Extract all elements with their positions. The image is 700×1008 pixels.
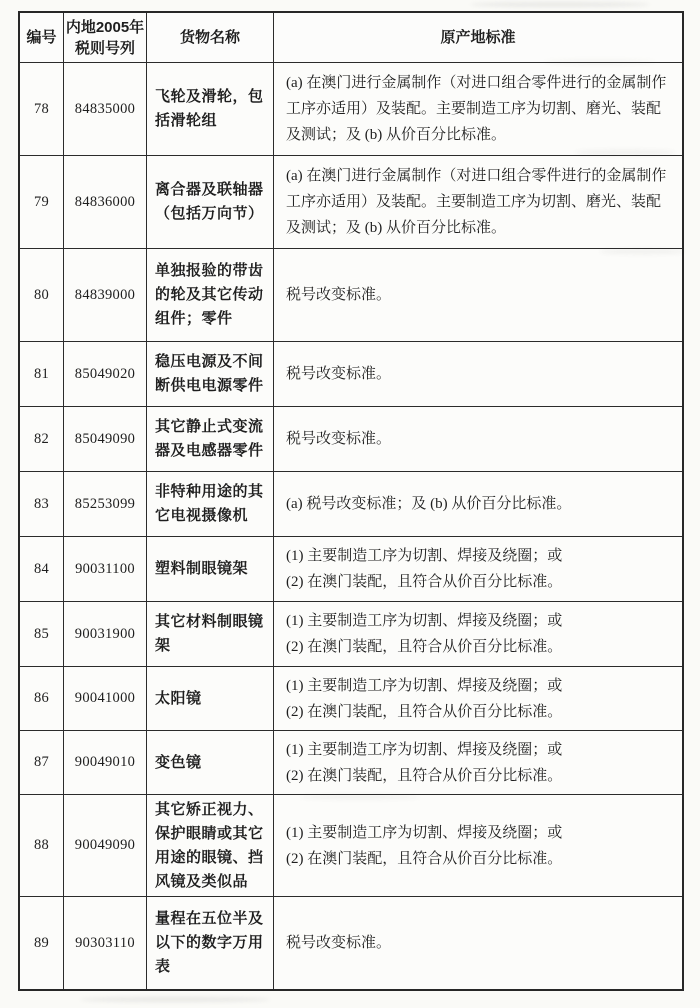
tariff-code: 84839000 [64, 249, 147, 341]
goods-name: 非特种用途的其它电视摄像机 [147, 472, 274, 536]
table-row [20, 472, 682, 537]
goods-name: 变色镜 [147, 731, 274, 794]
goods-name: 塑料制眼镜架 [147, 537, 274, 601]
goods-name: 离合器及联轴器（包括万向节） [147, 156, 274, 248]
tariff-code: 90031100 [64, 537, 147, 601]
row-number: 78 [20, 63, 64, 155]
goods-name: 太阳镜 [147, 667, 274, 730]
table-row [20, 249, 682, 342]
row-number: 79 [20, 156, 64, 248]
origin-standard: 税号改变标准。 [286, 935, 392, 951]
header-tariff-code [64, 13, 147, 62]
row-number: 86 [20, 667, 64, 730]
tariff-code: 84836000 [64, 156, 147, 248]
table-row [20, 156, 682, 249]
tariff-code: 85253099 [64, 472, 147, 536]
origin-criteria-table [18, 11, 684, 991]
row-number: 85 [20, 602, 64, 666]
row-number: 80 [20, 249, 64, 341]
header-number: 编号 [20, 13, 64, 62]
row-number: 87 [20, 731, 64, 794]
tariff-code: 84835000 [64, 63, 147, 155]
row-number: 88 [20, 795, 64, 896]
header-tariff-code-line2: 税则号列 [74, 39, 135, 57]
table-row [20, 63, 682, 156]
origin-standard: (a) 在澳门进行金属制作（对进口组合零件进行的金属制作工序亦适用）及装配。主要制造工序为切割、磨光、装配及测试；及 (b) 从价百分比标准。 [286, 75, 667, 143]
table-row [20, 667, 682, 731]
tariff-code: 90049010 [64, 731, 147, 794]
origin-standard: (a) 在澳门进行金属制作（对进口组合零件进行的金属制作工序亦适用）及装配。主要制造工序为切割、磨光、装配及测试；及 (b) 从价百分比标准。 [286, 168, 667, 236]
table-row [20, 795, 682, 897]
origin-standard: (1) 主要制造工序为切割、焊接及绕圈；或 (2) 在澳门装配，且符合从价百分比标准。 [286, 548, 563, 590]
table-row [20, 731, 682, 795]
goods-name: 其它静止式变流器及电感器零件 [147, 407, 274, 471]
origin-standard: (1) 主要制造工序为切割、焊接及绕圈；或 (2) 在澳门装配，且符合从价百分比标准。 [286, 613, 563, 655]
row-number: 89 [20, 897, 64, 989]
goods-name: 其它材料制眼镜架 [147, 602, 274, 666]
goods-name: 单独报验的带齿的轮及其它传动组件；零件 [147, 249, 274, 341]
header-goods-name: 货物名称 [147, 13, 274, 62]
origin-standard: 税号改变标准。 [286, 287, 392, 303]
goods-name: 飞轮及滑轮，包括滑轮组 [147, 63, 274, 155]
goods-name: 其它矫正视力、保护眼睛或其它用途的眼镜、挡风镜及类似品 [147, 795, 274, 896]
table-row [20, 342, 682, 407]
row-number: 84 [20, 537, 64, 601]
origin-standard: 税号改变标准。 [286, 431, 392, 447]
row-number: 82 [20, 407, 64, 471]
tariff-code: 90049090 [64, 795, 147, 896]
tariff-code: 85049020 [64, 342, 147, 406]
tariff-code: 90041000 [64, 667, 147, 730]
header-origin-standard: 原产地标准 [440, 29, 516, 46]
origin-standard: 税号改变标准。 [286, 366, 392, 382]
table-row [20, 602, 682, 667]
goods-name: 量程在五位半及以下的数字万用表 [147, 897, 274, 989]
origin-standard: (1) 主要制造工序为切割、焊接及绕圈；或 (2) 在澳门装配，且符合从价百分比标准。 [286, 677, 563, 720]
tariff-code: 85049090 [64, 407, 147, 471]
row-number: 81 [20, 342, 64, 406]
tariff-code: 90031900 [64, 602, 147, 666]
origin-standard: (1) 主要制造工序为切割、焊接及绕圈；或 (2) 在澳门装配，且符合从价百分比标准。 [286, 741, 563, 784]
origin-standard: (a) 税号改变标准；及 (b) 从价百分比标准。 [286, 496, 572, 512]
row-number: 83 [20, 472, 64, 536]
origin-standard: (1) 主要制造工序为切割、焊接及绕圈；或 (2) 在澳门装配，且符合从价百分比标准。 [286, 824, 563, 867]
table-row [20, 407, 682, 472]
table-row [20, 897, 682, 989]
header-tariff-code-line1: 内地2005年 [65, 18, 145, 36]
goods-name: 稳压电源及不间断供电电源零件 [147, 342, 274, 406]
table-row [20, 537, 682, 602]
table-header-row [20, 13, 682, 63]
tariff-code: 90303110 [64, 897, 147, 989]
